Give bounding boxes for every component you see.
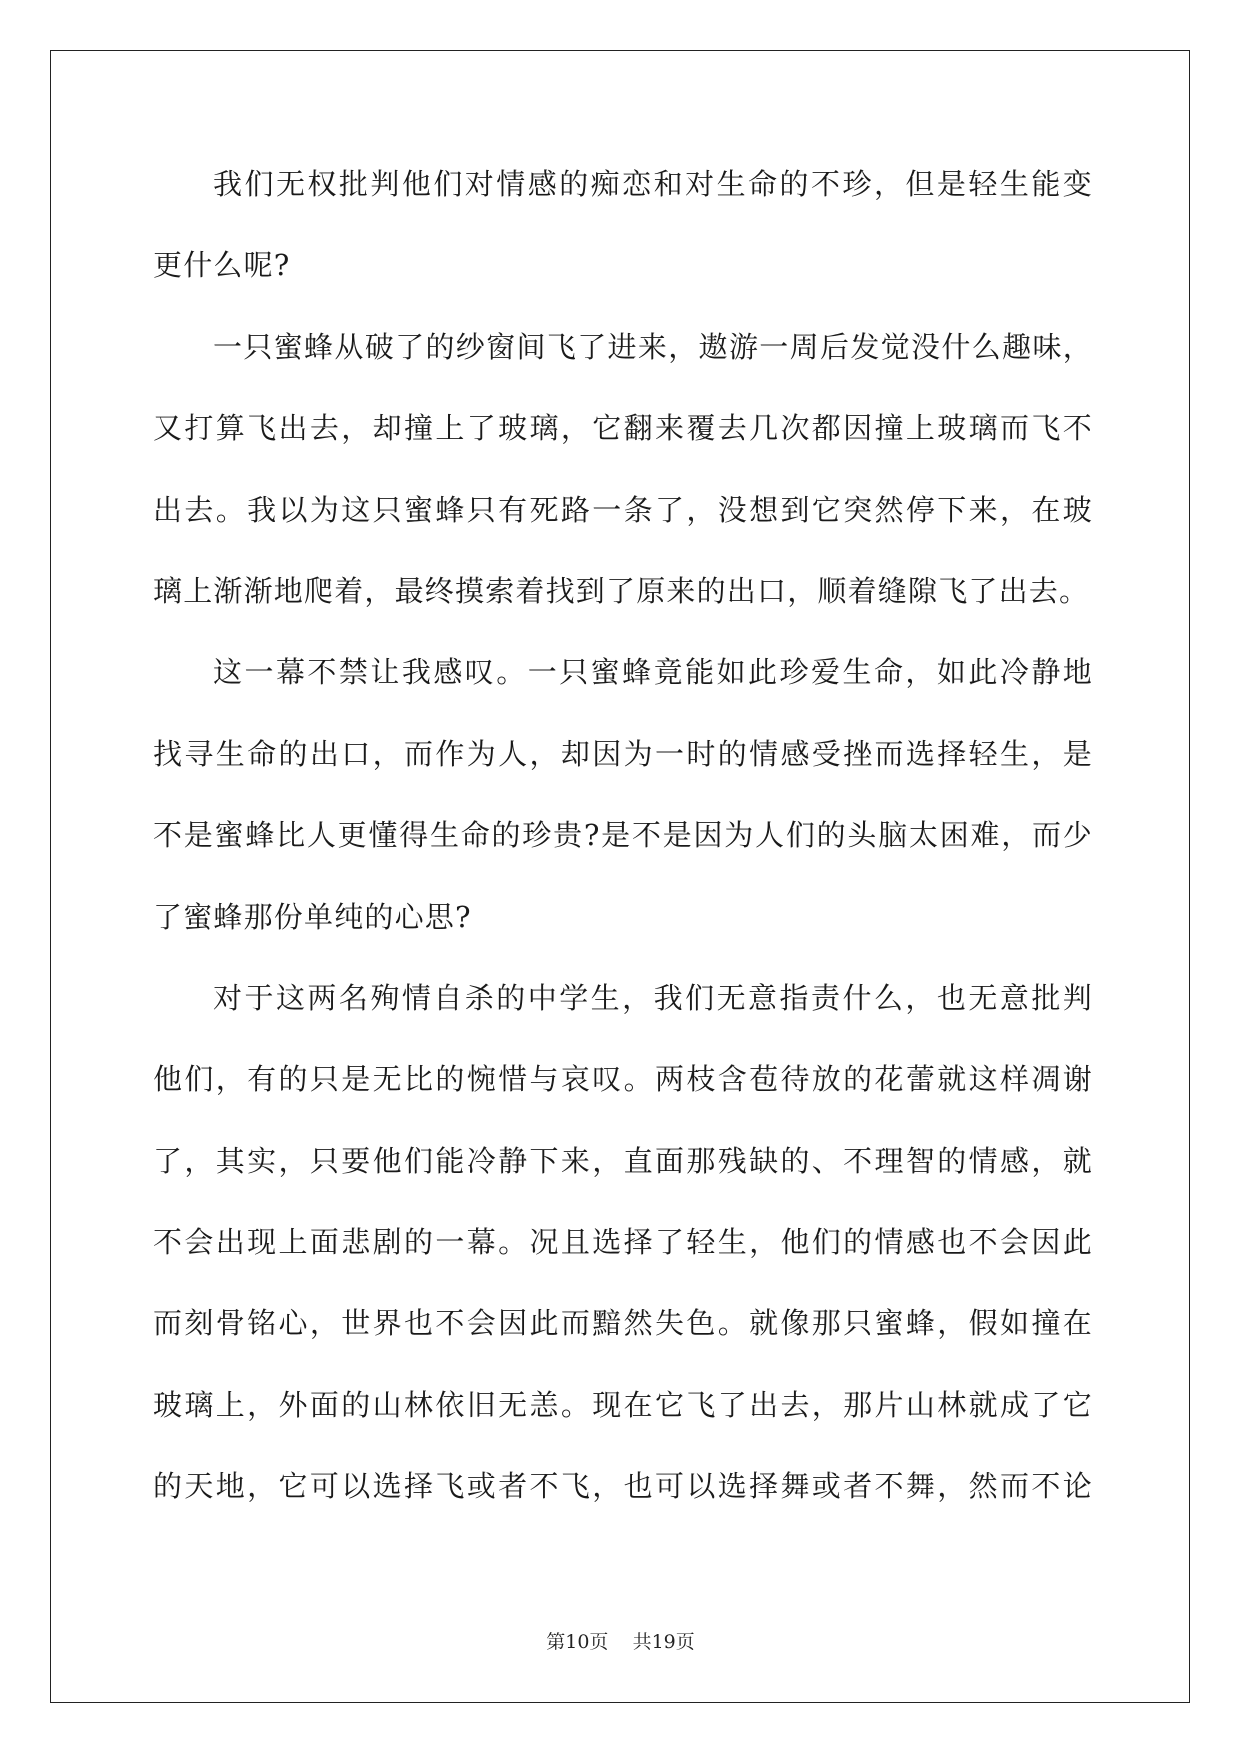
text-line: 了，其实，只要他们能冷静下来，直面那残缺的、不理智的情感，就 (153, 1143, 1093, 1178)
text-line: 璃上渐渐地爬着，最终摸索着找到了原来的出口，顺着缝隙飞了出去。 (153, 573, 1090, 608)
text-line: 而刻骨铭心，世界也不会因此而黯然失色。就像那只蜜蜂，假如撞在 (153, 1306, 1093, 1341)
page-number-footer: 第10页 共19页 (546, 1631, 695, 1653)
paragraph-2 (153, 323, 1093, 649)
text-line: 又打算飞出去，却撞上了玻璃，它翻来覆去几次都因撞上玻璃而飞不 (153, 411, 1093, 446)
text-line: 他们，有的只是无比的惋惜与哀叹。两枝含苞待放的花蕾就这样凋谢 (153, 1062, 1093, 1097)
document-body (153, 160, 1093, 1544)
paragraph-4 (153, 974, 1093, 1544)
text-line: 玻璃上，外面的山林依旧无恙。现在它飞了出去，那片山林就成了它 (153, 1387, 1093, 1422)
text-line: 了蜜蜂那份单纯的心思? (153, 899, 472, 934)
text-line: 更什么呢? (153, 248, 291, 283)
text-line: 不会出现上面悲剧的一幕。况且选择了轻生，他们的情感也不会因此 (153, 1225, 1093, 1260)
text-line: 出去。我以为这只蜜蜂只有死路一条了，没想到它突然停下来，在玻 (153, 492, 1093, 527)
text-line: 找寻生命的出口，而作为人，却因为一时的情感受挫而选择轻生，是 (153, 736, 1093, 771)
text-line: 不是蜜蜂比人更懂得生命的珍贵?是不是因为人们的头脑太困难，而少 (153, 818, 1093, 853)
text-line: 对于这两名殉情自杀的中学生，我们无意指责什么，也无意批判 (213, 980, 1093, 1015)
paragraph-1 (153, 160, 1093, 323)
text-line: 这一幕不禁让我感叹。一只蜜蜂竟能如此珍爱生命，如此冷静地 (213, 655, 1093, 690)
text-line: 一只蜜蜂从破了的纱窗间飞了进来，遨游一周后发觉没什么趣味， (213, 329, 1093, 364)
text-line: 我们无权批判他们对情感的痴恋和对生命的不珍，但是轻生能变 (213, 167, 1093, 201)
paragraph-3 (153, 648, 1093, 974)
text-line: 的天地，它可以选择飞或者不飞，也可以选择舞或者不舞，然而不论 (153, 1469, 1093, 1504)
